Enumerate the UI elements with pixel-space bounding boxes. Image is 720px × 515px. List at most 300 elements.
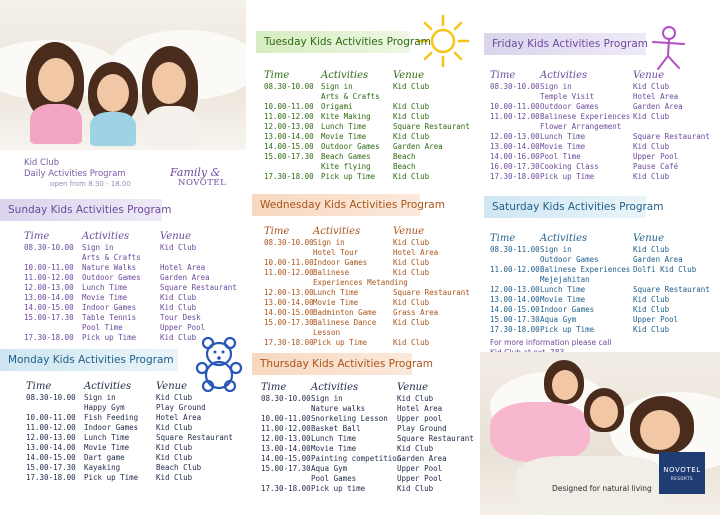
activity-cell: Sign in [321,82,353,91]
venue-cell: Kid Club [156,443,193,452]
time-cell: 13.00-14.00 [26,443,76,452]
schedule-row [264,328,474,338]
schedule-row [490,82,705,92]
more-info-line-1: For more information please call [490,338,612,347]
activity-cell: Indoor Games [313,258,368,267]
kids-photo-top [0,0,246,150]
time-cell: 15.00-17.30 [24,313,74,322]
wednesday-schedule [264,226,474,348]
activity-cell: Movie Time [540,142,586,151]
activity-cell: Kite flying [321,162,371,171]
activity-cell: Arts & Crafts [82,253,141,262]
time-cell: 08.30-11.00 [490,245,540,254]
tuesday-header: Tuesday Kids Activities Program [256,31,410,53]
activity-cell: Badminton Game [313,308,377,317]
venue-cell: Square Restaurant [160,283,237,292]
family-logo-text: Family & [170,166,221,179]
novotel-badge-text: NOVOTEL [663,466,701,474]
venue-cell: Kid Club [160,303,197,312]
activity-cell: Experiences Metanding [313,278,408,287]
activity-cell: Lunch Time [313,288,359,297]
time-cell: 10.00-11.00 [490,102,540,111]
schedule-row [24,333,244,343]
schedule-row [264,308,474,318]
time-cell: 12.00-13.00 [26,433,76,442]
schedule-row [264,152,474,162]
time-cell: 11.00-12.00 [24,273,74,282]
schedule-row [490,245,705,255]
schedule-row [264,82,474,92]
schedule-row [24,273,244,283]
friday-header: Friday Kids Activities Program [484,33,646,55]
venue-column-header: Venue [160,231,192,242]
time-column-header: Time [24,231,50,242]
kid-club-subtitle: Daily Activities Program [24,169,126,179]
activity-cell: Movie Time [321,132,367,141]
venue-column-header: Venue [633,70,665,81]
schedule-row [490,265,705,275]
activities-column-header: Activities [82,231,130,242]
schedule-row [261,414,476,424]
time-cell: 14.00-15.00 [24,303,74,312]
activities-column-header: Activities [313,226,361,237]
activity-cell: Movie Time [84,443,130,452]
time-cell: 13.00-14.00 [490,142,540,151]
time-cell: 11.00-12.00 [490,112,540,121]
saturday-schedule [490,233,710,335]
schedule-row [490,295,705,305]
activity-cell: Sign in [540,82,572,91]
time-cell: 08.30-10.00 [264,82,314,91]
activity-cell: Lunch Time [540,132,586,141]
time-column-header: Time [490,70,516,81]
venue-cell: Beach [393,162,416,171]
schedule-row [264,122,474,132]
time-cell: 12.00-13.00 [264,122,314,131]
venue-cell: Upper Pool [633,152,679,161]
time-cell: 10.00-11.00 [264,102,314,111]
schedule-row [490,152,705,162]
activity-cell: Hotel Tour [313,248,359,257]
star-stickman-icon [648,24,688,72]
schedule-row [264,162,474,172]
venue-cell: Kid Club [633,295,670,304]
tuesday-schedule [264,70,474,182]
time-column-header: Time [264,70,290,81]
kid-club-hours: open from 8.30 - 18.00 [50,180,131,188]
venue-cell: Hotel Area [633,92,679,101]
venue-cell: Kid Club [156,453,193,462]
venue-cell: Kid Club [393,268,430,277]
schedule-row [490,92,705,102]
time-cell: 14.00-15.00 [26,453,76,462]
venue-cell: Square Restaurant [393,288,470,297]
schedule-row [261,474,476,484]
activity-cell: Beach Games [321,152,371,161]
activity-cell: Lunch Time [82,283,128,292]
activity-cell: Pool Games [311,474,357,483]
venue-cell: Square Restaurant [397,434,474,443]
saturday-header: Saturday Kids Activities Program [484,196,646,218]
activity-cell: Kite Making [321,112,371,121]
venue-cell: Beach Club [156,463,202,472]
time-cell: 13.00-14.00 [261,444,311,453]
venue-cell: Kid Club [633,142,670,151]
venue-cell: Beach [393,152,416,161]
venue-cell: Kid Club [393,238,430,247]
time-cell: 14.00-16.00 [490,152,540,161]
schedule-row [261,464,476,474]
activity-cell: Pool Time [540,152,581,161]
schedule-row [264,142,474,152]
time-cell: 16.00-17.30 [490,162,540,171]
time-column-header: Time [26,381,52,392]
schedule-row [264,278,474,288]
sunday-schedule [24,231,244,343]
activity-cell: Aqua Gym [311,464,348,473]
time-column-header: Time [490,233,516,244]
schedule-row [261,404,476,414]
activity-cell: Pick up Time [313,338,368,347]
venue-cell: Garden Area [633,255,683,264]
venue-cell: Garden Area [160,273,210,282]
venue-cell: Kid Club [397,394,434,403]
venue-cell: Kid Club [393,112,430,121]
venue-cell: Kid Club [156,423,193,432]
venue-cell: Kid Club [156,393,193,402]
time-cell: 10.00-11.00 [261,414,311,423]
activity-cell: Fish Feeding [84,413,139,422]
schedule-header-row [261,382,476,394]
venue-cell: Play Ground [156,403,206,412]
activity-cell: Nature walks [311,404,366,413]
activities-column-header: Activities [321,70,369,81]
time-cell: 11.00-12.00 [264,268,314,277]
activity-cell: Temple Visit [540,92,595,101]
activity-cell: Lesson [313,328,341,337]
schedule-row [24,263,244,273]
activity-cell: Pick up Time [321,172,376,181]
schedule-row [490,142,705,152]
time-cell: 15.00-17.30 [26,463,76,472]
schedule-row [24,293,244,303]
time-cell: 17.30-18.00 [264,338,314,347]
schedule-row [490,325,705,335]
venue-cell: Garden Area [633,102,683,111]
time-cell: 17.30-18.00 [490,325,540,334]
tagline: Designed for natural living [552,484,652,493]
schedule-row [264,112,474,122]
schedule-header-row [264,70,474,82]
time-cell: 12.00-13.00 [261,434,311,443]
venue-cell: Kid Club [633,245,670,254]
activities-column-header: Activities [540,70,588,81]
time-cell: 11.00-12.00 [264,112,314,121]
activity-cell: Basket Ball [311,424,361,433]
venue-column-header: Venue [393,226,425,237]
time-cell: 10.00-11.00 [24,263,74,272]
novotel-badge-sub: RESORTS [671,476,693,481]
novotel-badge [659,452,705,494]
activity-cell: Indoor Games [82,303,137,312]
schedule-header-row [264,226,474,238]
family-novotel-logo [170,167,226,189]
activities-column-header: Activities [540,233,588,244]
time-cell: 15.00-17.30 [261,464,311,473]
venue-cell: Kid Club [393,318,430,327]
activity-cell: Movie Time [311,444,357,453]
venue-cell: Square Restaurant [393,122,470,131]
activity-cell: Balinese Experiences [540,265,631,274]
activity-cell: Pick up Time [540,172,595,181]
venue-cell: Upper Pool [397,464,443,473]
schedule-row [261,394,476,404]
activity-cell: Outdoor Games [540,255,599,264]
activity-cell: Pick up Time [82,333,137,342]
venue-cell: Kid Club [633,305,670,314]
activity-cell: Outdoor Games [82,273,141,282]
schedule-row [490,132,710,142]
venue-cell: Garden Area [397,454,447,463]
venue-cell: Kid Club [393,132,430,141]
venue-column-header: Venue [393,70,425,81]
venue-cell: Upper pool [397,414,443,423]
time-cell: 13.00-14.00 [490,295,540,304]
schedule-row [26,463,246,473]
venue-cell: Upper Pool [633,315,679,324]
time-cell: 17.30-18.00 [264,172,314,181]
time-cell: 10.00-11.00 [26,413,76,422]
activity-cell: Balinese [313,268,350,277]
schedule-row [24,253,244,263]
schedule-row [264,132,474,142]
schedule-row [261,444,476,454]
schedule-row [264,298,474,308]
venue-cell: Square Restaurant [633,285,710,294]
schedule-row [26,473,246,483]
activity-cell: Lunch Time [84,433,130,442]
venue-cell: Kid Club [397,484,434,493]
kid-club-intro [24,158,131,189]
schedule-row [261,434,476,444]
schedule-row [261,424,476,434]
schedule-row [264,238,474,248]
schedule-row [261,484,476,494]
venue-cell: Dolfi Kid Club [633,265,697,274]
activity-cell: Movie Time [82,293,128,302]
time-cell: 08.30-10.00 [264,238,314,247]
activity-cell: Origami [321,102,353,111]
schedule-row [26,423,246,433]
schedule-row [26,443,246,453]
activity-cell: Pick up Time [540,325,595,334]
activity-cell: Lunch Time [540,285,586,294]
activity-cell: Painting competition [311,454,402,463]
venue-cell: Kid Club [160,243,197,252]
schedule-header-row [490,70,705,82]
venue-cell: Kid Club [397,444,434,453]
schedule-header-row [24,231,244,243]
thursday-schedule [261,382,476,494]
schedule-row [26,403,246,413]
venue-cell: Hotel Area [160,263,206,272]
time-cell: 17.30-18.00 [26,473,76,482]
activity-cell: Cooking Class [540,162,599,171]
venue-cell: Kid Club [633,325,670,334]
venue-cell: Kid Club [393,338,430,347]
activity-cell: Sign in [311,394,343,403]
venue-cell: Kid Club [393,102,430,111]
activity-cell: Lunch Time [321,122,367,131]
activity-cell: Table Tennis [82,313,137,322]
venue-cell: Square Restaurant [633,132,710,141]
schedule-row [24,303,244,313]
schedule-row [490,305,705,315]
time-cell: 11.00-12.00 [261,424,311,433]
time-cell: 15.00-17.30 [264,152,314,161]
activity-cell: Balinese Dance [313,318,377,327]
schedule-row [264,268,474,278]
time-cell: 13.00-14.00 [264,298,314,307]
schedule-row [24,243,244,253]
time-cell: 08.30-10.00 [26,393,76,402]
schedule-row [490,315,705,325]
schedule-row [490,275,705,285]
activity-cell: Sign in [84,393,116,402]
schedule-row [490,102,705,112]
activity-cell: Balinese Experiences [540,112,631,121]
time-cell: 17.30-18.00 [261,484,311,493]
schedule-row [26,453,246,463]
activity-cell: Movie Time [313,298,359,307]
venue-cell: Pause Café [633,162,679,171]
time-cell: 12.00-13.00 [490,285,540,294]
schedule-row [264,248,474,258]
activity-cell: Lunch Time [311,434,357,443]
time-cell: 11.00-12.00 [26,423,76,432]
venue-cell: Play Ground [397,424,447,433]
time-cell: 12.00-13.00 [264,288,314,297]
schedule-row [264,102,474,112]
schedule-row [264,288,474,298]
venue-cell: Kid Club [160,333,197,342]
activities-column-header: Activities [311,382,359,393]
schedule-row [264,338,474,348]
schedule-row [490,255,705,265]
time-cell: 13.00-14.00 [24,293,74,302]
schedule-row [26,433,246,443]
schedule-row [264,318,474,328]
venue-cell: Kid Club [160,293,197,302]
schedule-header-row [26,381,246,393]
schedule-row [24,323,244,333]
venue-cell: Square Restaurant [156,433,233,442]
schedule-row [490,122,705,132]
venue-cell: Kid Club [633,112,670,121]
kid-club-title: Kid Club [24,158,60,168]
activities-column-header: Activities [84,381,132,392]
activity-cell: Sign in [313,238,345,247]
venue-cell: Grass Area [393,308,439,317]
friday-schedule [490,70,710,182]
venue-cell: Kid Club [633,82,670,91]
sunday-header: Sunday Kids Activities Program [0,199,162,221]
activity-cell: Indoor Games [540,305,595,314]
activity-cell: Sign in [82,243,114,252]
monday-schedule [26,381,246,483]
activity-cell: Mejejahitan [540,275,590,284]
activity-cell: Pick up Time [84,473,139,482]
time-cell: 14.00-15.00 [261,454,311,463]
time-cell: 13.00-14.00 [264,132,314,141]
activity-cell: Pick up time [311,484,366,493]
venue-cell: Kid Club [393,172,430,181]
schedule-header-row [490,233,705,245]
time-cell: 14.00-15.00 [264,142,314,151]
time-cell: 08.30-10.00 [24,243,74,252]
monday-header: Monday Kids Activities Program [0,349,178,371]
venue-cell: Kid Club [393,258,430,267]
venue-cell: Hotel Area [156,413,202,422]
venue-cell: Kid Club [156,473,193,482]
schedule-row [490,285,710,295]
time-cell: 15.00-17.30 [490,315,540,324]
schedule-row [490,172,705,182]
venue-column-header: Venue [397,382,429,393]
schedule-row [490,162,705,172]
venue-cell: Upper Pool [397,474,443,483]
schedule-row [26,413,246,423]
venue-cell: Hotel Area [397,404,443,413]
activity-cell: Outdoor Games [321,142,380,151]
schedule-row [264,172,474,182]
wednesday-header: Wednesday Kids Activities Program [252,194,420,216]
time-cell: 15.00-17.30 [264,318,314,327]
time-column-header: Time [261,382,287,393]
time-cell: 12.00-13.00 [490,132,540,141]
time-cell: 08.30-10.00 [261,394,311,403]
schedule-row [26,393,246,403]
activity-cell: Happy Gym [84,403,125,412]
schedule-row [490,112,705,122]
activity-cell: Dart game [84,453,125,462]
time-cell: 17.30-18.00 [24,333,74,342]
time-cell: 08.30-10.00 [490,82,540,91]
venue-cell: Tour Desk [160,313,201,322]
venue-cell: Garden Area [393,142,443,151]
time-column-header: Time [264,226,290,237]
venue-cell: Kid Club [633,172,670,181]
venue-column-header: Venue [633,233,665,244]
activity-cell: Kayaking [84,463,121,472]
thursday-header: Thursday Kids Activities Program [252,353,412,375]
schedule-row [261,454,476,464]
venue-cell: Hotel Area [393,248,439,257]
activity-cell: Arts & Crafts [321,92,380,101]
schedule-row [264,92,474,102]
venue-cell: Kid Club [393,298,430,307]
novotel-logo-text: NOVOTEL [178,178,227,188]
activity-cell: Pool Time [82,323,123,332]
venue-column-header: Venue [156,381,188,392]
activity-cell: Snorkeling Lesson [311,414,388,423]
activity-cell: Aqua Gym [540,315,577,324]
time-cell: 14.00-15.00 [264,308,314,317]
activity-cell: Flower Arrangement [540,122,622,131]
activity-cell: Nature Walks [82,263,137,272]
activity-cell: Outdoor Games [540,102,599,111]
schedule-row [264,258,474,268]
